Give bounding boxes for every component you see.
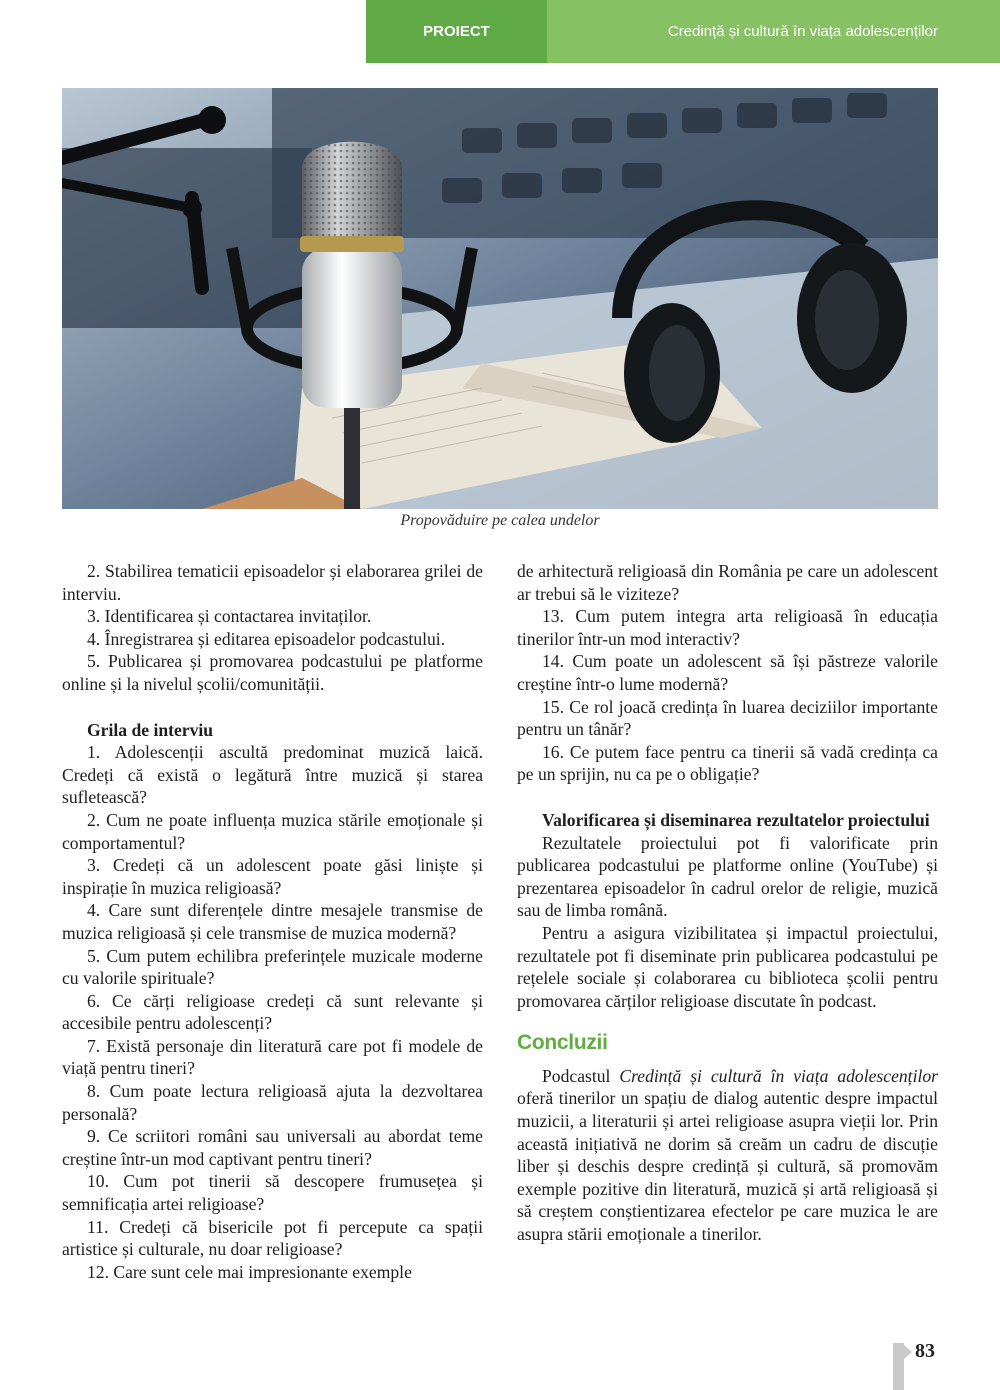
- spacer: [62, 696, 483, 719]
- question-9: 9. Ce scriitori români sau universali au abordat teme creștine într-un mod captivant pentru tineri?: [62, 1126, 483, 1169]
- question-12-start: 12. Care sunt cele mai impresionante exemple: [87, 1261, 412, 1282]
- spacer: [517, 786, 938, 809]
- question-1: 1. Adolescenții ascultă predominat muzică laică. Credeți că există o legătură între muzică și starea sufletească?: [62, 742, 483, 808]
- podcast-title-italic: Credință și cultură în viața adolescenților: [619, 1065, 938, 1086]
- question-5: 5. Cum putem echilibra preferințele muzicale moderne cu valorile spirituale?: [62, 945, 483, 989]
- conclusions-intro: Podcastul: [542, 1065, 620, 1086]
- question-14: 14. Cum poate un adolescent să își păstreze valorile creștine într-o lume modernă?: [517, 651, 938, 694]
- question-12-continuation: de arhitectură religioasă din România pe care un adolescent ar trebui să le viziteze?: [517, 561, 938, 604]
- podcast-microphone-photo: [62, 88, 938, 509]
- question-4: 4. Care sunt diferențele dintre mesajele transmise de muzica religioasă și cele transmise de muzica modernă?: [62, 900, 483, 943]
- header-title: Credință și cultură în viața adolescenților: [547, 0, 1000, 63]
- question-3: 3. Credeți că un adolescent poate găsi liniște și inspirație în muzica religioasă?: [62, 855, 483, 898]
- question-10: 10. Cum pot tinerii să descopere frumusețea și semnificația artei religioase?: [62, 1171, 483, 1215]
- step-5: 5. Publicarea și promovarea podcastului pe platforme online și la nivelul școlii/comunității.: [62, 651, 483, 694]
- conclusions-heading: Concluzii: [517, 1031, 608, 1055]
- dissemination-heading: Valorificarea și diseminarea rezultatelor proiectului: [542, 809, 930, 830]
- question-11: 11. Credeți că bisericile pot fi percepute ca spații artistice și culturale, nu doar religioase?: [62, 1216, 483, 1260]
- dissemination-paragraph-1: Rezultatele proiectului pot fi valorificate prin publicarea podcastului pe platforme online (YouTube) și prezentarea episoadelor în cadrul orelor de religie, muzică sau de limba română.: [517, 832, 938, 921]
- question-2: 2. Cum ne poate influența muzica stările emoționale și comportamentul?: [62, 809, 483, 853]
- photo-caption: Propovăduire pe calea undelor: [400, 512, 600, 529]
- question-6: 6. Ce cărți religioase credeți că sunt relevante și accesibile pentru adolescenți?: [62, 990, 483, 1034]
- step-2: 2. Stabilirea tematicii episoadelor și elaborarea grilei de interviu.: [62, 561, 483, 604]
- header-section-label: PROIECT: [366, 0, 547, 63]
- page-number: 83: [915, 1340, 935, 1362]
- page-number-arrow-icon: [904, 1345, 912, 1359]
- question-7: 7. Există personaje din literatură care pot fi modele de viață pentru tineri?: [62, 1035, 483, 1079]
- conclusions-body: oferă tinerilor un spațiu de dialog autentic despre impactul muzicii, a literaturii și artei religioase asupra vieții lor. Prin această inițiativă ne dorim să creăm un cadru de discuție liber și deschis despre credință și cultură, să promovăm exemple pozitive din literatură, muzică și artă religioasă și să creștem conștientizarea efectelor pe care muzica le are asupra stării emoționale a tinerilor.: [517, 1088, 938, 1245]
- spacer: [517, 1012, 938, 1026]
- step-4: 4. Înregistrarea și editarea episoadelor podcastului.: [87, 628, 446, 649]
- conclusions-paragraph: [517, 1065, 938, 1246]
- question-15: 15. Ce rol joacă credința în luarea deciziilor importante pentru un tânăr?: [517, 696, 938, 740]
- right-column: [517, 560, 938, 1246]
- page-number-bar: [893, 1343, 904, 1390]
- step-3: 3. Identificarea și contactarea invitaților.: [87, 606, 372, 627]
- interview-grid-heading: Grila de interviu: [87, 719, 214, 740]
- question-16: 16. Ce putem face pentru ca tinerii să vadă credința ca pe un sprijin, nu ca pe o obligație?: [517, 741, 938, 785]
- dissemination-paragraph-2: Pentru a asigura vizibilitatea și impactul proiectului, rezultatele pot fi diseminate prin publicarea podcastului pe rețelele sociale și colaborarea cu biblioteca școlii pentru promovarea cărților religioase discutate în podcast.: [517, 922, 938, 1011]
- question-8: 8. Cum poate lectura religioasă ajuta la dezvoltarea personală?: [62, 1081, 483, 1124]
- question-13: 13. Cum putem integra arta religioasă în educația tinerilor într-un mod interactiv?: [517, 606, 938, 649]
- left-column: [62, 560, 483, 1283]
